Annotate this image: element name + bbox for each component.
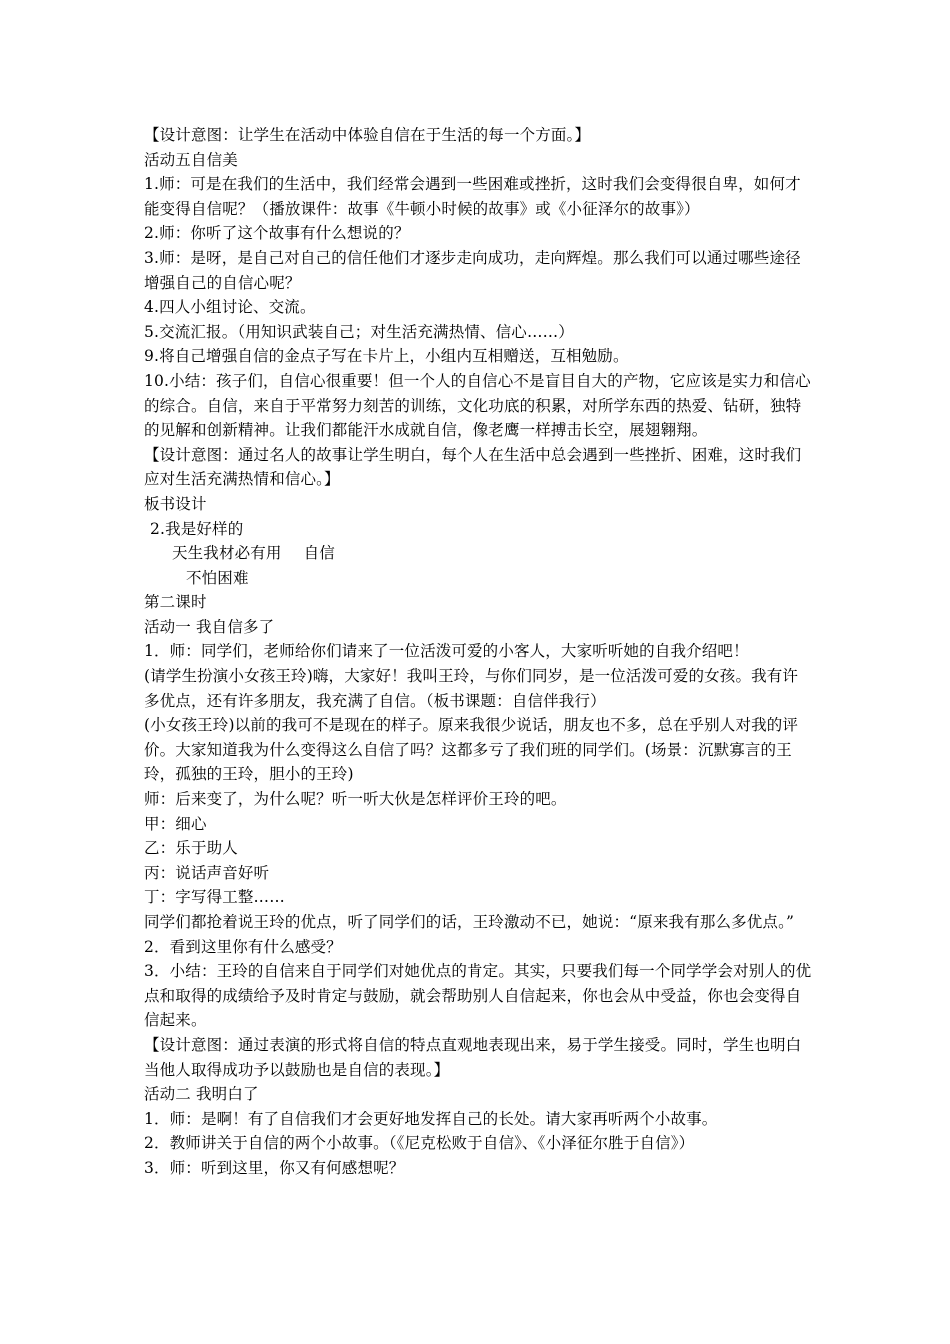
list-item: 丙：说话声音好听	[144, 863, 270, 882]
design-intent-note: 【设计意图：让学生在活动中体验自信在于生活的每一个方面。】	[144, 126, 591, 144]
paragraph: 5.交流汇报。（用知识武装自己；对生活充满热情、信心……）	[144, 322, 574, 341]
activity-heading: 活动二 我明白了	[144, 1085, 259, 1104]
paragraph: 师：后来变了，为什么呢？听一听大伙是怎样评价王玲的吧。	[144, 790, 567, 809]
paragraph: 1．师：是啊！有了自信我们才会更好地发挥自己的长处。请大家再听两个小故事。	[144, 1109, 718, 1128]
blackboard-line	[144, 541, 812, 566]
activity-heading: 活动五自信美	[144, 150, 238, 169]
paragraph: 3.师：是呀，是自己对自己的信任他们才逐步走向成功，走向辉煌。那么我们可以通过哪些途径增强自己的自信心呢？	[144, 248, 801, 292]
paragraph: 1．师：同学们，老师给你们请来了一位活泼可爱的小客人，大家听听她的自我介绍吧！	[144, 642, 749, 661]
summary-paragraph: 10.小结：孩子们，自信心很重要！但一个人的自信心不是盲目自大的产物，它应该是实力和信心的综合。自信，来自于平常努力刻苦的训练，文化功底的积累，对所学东西的热爱、钻研，独特的见解和创新精神。让我们都能汗水成就自信，像老鹰一样搏击长空，展翅翱翔。	[144, 371, 811, 440]
blackboard-keyword: 自信	[303, 544, 335, 563]
list-item: 乙：乐于助人	[144, 839, 238, 858]
blackboard-heading: 板书设计	[144, 494, 207, 513]
lesson-heading: 第二课时	[144, 593, 207, 612]
paragraph: 2.师：你听了这个故事有什么想说的？	[144, 224, 410, 243]
blackboard-phrase: 天生我材必有用	[172, 544, 282, 563]
paragraph: 1.师：可是在我们的生活中，我们经常会遇到一些困难或挫折，这时我们会变得很自卑，如何才能变得自信呢？（播放课件：故事《牛顿小时候的故事》或《小征泽尔的故事》）	[144, 175, 801, 218]
paragraph: (请学生扮演小女孩王玲)嗨，大家好！我叫王玲，与你们同岁，是一位活泼可爱的女孩。我有许多优点，还有许多朋友，我充满了自信。（板书课题：自信伴我行）	[144, 667, 799, 710]
paragraph: 3．师：听到这里，你又有何感想呢？	[144, 1158, 405, 1177]
blackboard-title: 2.我是好样的	[150, 519, 244, 538]
design-intent-note: 【设计意图：通过名人的故事让学生明白，每个人在生活中总会遇到一些挫折、困难，这时我们应对生活充满热情和信心。】	[144, 445, 802, 489]
list-item: 甲：细心	[144, 814, 207, 833]
activity-heading: 活动一 我自信多了	[144, 617, 275, 636]
design-intent-note: 【设计意图：通过表演的形式将自信的特点直观地表现出来，易于学生接受。同时，学生也明白当他人取得成功予以鼓励也是自信的表现。】	[144, 1035, 802, 1079]
paragraph: (小女孩王玲)以前的我可不是现在的样子。原来我很少说话，朋友也不多，总在乎别人对我的评价。大家知道我为什么变得这么自信了吗？这都多亏了我们班的同学们。(场景：沉默寡言的王玲，孤独的王玲，胆小的王玲)	[144, 716, 799, 784]
document-body	[144, 123, 812, 1181]
paragraph: 4.四人小组讨论、交流。	[144, 298, 316, 317]
blackboard-line: 不怕困难	[186, 568, 249, 587]
paragraph: 2．看到这里你有什么感受？	[144, 937, 342, 956]
paragraph: 同学们都抢着说王玲的优点，听了同学们的话，王玲激动不已，她说：“原来我有那么多优点。”	[144, 913, 795, 931]
summary-paragraph: 3．小结：王玲的自信来自于同学们对她优点的肯定。其实，只要我们每一个同学学会对别人的优点和取得的成绩给予及时肯定与鼓励，就会帮助别人自信起来，你也会从中受益，你也会变得自信起来。	[144, 962, 812, 1030]
paragraph: 2．教师讲关于自信的两个小故事。（《尼克松败于自信》、《小泽征尔胜于自信》）	[144, 1134, 695, 1153]
paragraph: 9.将自己增强自信的金点子写在卡片上，小组内互相赠送，互相勉励。	[144, 347, 629, 366]
list-item: 丁：字写得工整……	[144, 888, 285, 907]
